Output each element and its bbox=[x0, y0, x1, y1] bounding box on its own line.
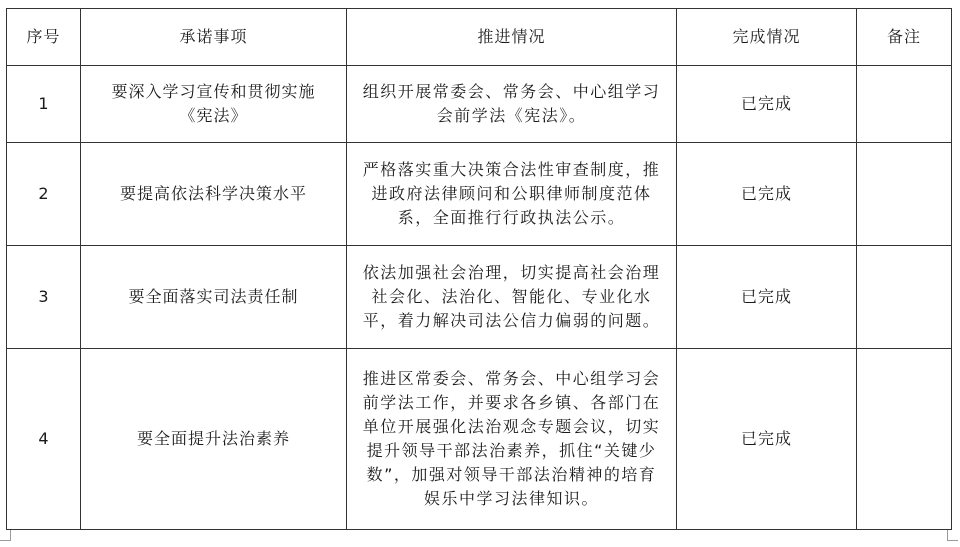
table-row bbox=[7, 246, 952, 349]
progress-text: 组织开展常委会、常务会、中心组学习会前学法《宪法》。 bbox=[347, 66, 677, 143]
remark-cell bbox=[857, 66, 952, 143]
page-corner-mark-left bbox=[0, 530, 11, 541]
remark-cell bbox=[857, 246, 952, 349]
row-number: 3 bbox=[7, 246, 81, 349]
commitment-item: 要全面落实司法责任制 bbox=[81, 246, 347, 349]
progress-text: 推进区常委会、常务会、中心组学习会前学法工作，并要求各乡镇、各部门在单位开展强化法治观念专题会议，切实提升领导干部法治素养，抓住“关键少数”，加强对领导干部法治精神的培育娱乐中学习法律知识。 bbox=[347, 349, 677, 530]
status-text: 已完成 bbox=[677, 246, 857, 349]
status-text: 已完成 bbox=[677, 66, 857, 143]
row-number: 4 bbox=[7, 349, 81, 530]
table-row bbox=[7, 143, 952, 246]
commitment-item: 要全面提升法治素养 bbox=[81, 349, 347, 530]
table-row bbox=[7, 349, 952, 530]
progress-text: 依法加强社会治理，切实提高社会治理社会化、法治化、智能化、专业化水平，着力解决司法公信力偏弱的问题。 bbox=[347, 246, 677, 349]
header-status: 完成情况 bbox=[677, 9, 857, 66]
status-text: 已完成 bbox=[677, 143, 857, 246]
page-corner-mark-right bbox=[947, 530, 958, 541]
row-number: 2 bbox=[7, 143, 81, 246]
commitment-item: 要深入学习宣传和贯彻实施《宪法》 bbox=[81, 66, 347, 143]
remark-cell bbox=[857, 349, 952, 530]
header-progress: 推进情况 bbox=[347, 9, 677, 66]
remark-cell bbox=[857, 143, 952, 246]
status-text: 已完成 bbox=[677, 349, 857, 530]
header-no: 序号 bbox=[7, 9, 81, 66]
table-header-row bbox=[7, 9, 952, 66]
commitment-item: 要提高依法科学决策水平 bbox=[81, 143, 347, 246]
table-row bbox=[7, 66, 952, 143]
header-remark: 备注 bbox=[857, 9, 952, 66]
header-item: 承诺事项 bbox=[81, 9, 347, 66]
commitment-table bbox=[6, 8, 952, 530]
progress-text: 严格落实重大决策合法性审查制度，推进政府法律顾问和公职律师制度范体系，全面推行行政执法公示。 bbox=[347, 143, 677, 246]
document-page bbox=[6, 8, 952, 530]
row-number: 1 bbox=[7, 66, 81, 143]
